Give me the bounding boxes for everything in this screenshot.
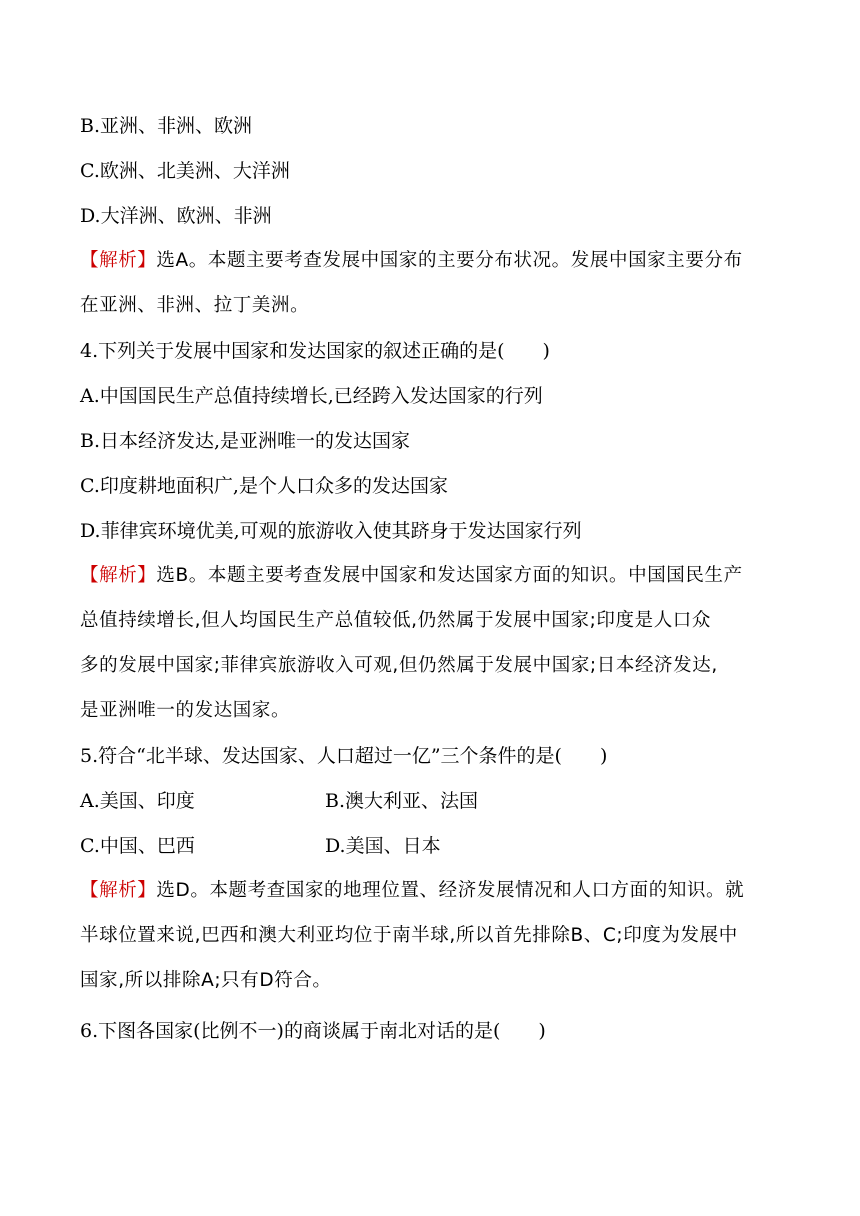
q3-option-b: B.亚洲、非洲、欧洲 <box>80 115 253 137</box>
q4-analysis-line-3: 多的发展中国家;菲律宾旅游收入可观,但仍然属于发展中国家;日本经济发达, <box>80 655 718 676</box>
q5-analysis-line-1: 【解析】选D。本题考查国家的地理位置、经济发展情况和人口方面的知识。就 <box>80 880 745 901</box>
q3-option-c: C.欧洲、北美洲、大洋洲 <box>80 160 290 182</box>
q3-analysis-line-1: 【解析】选A。本题主要考查发展中国家的主要分布状况。发展中国家主要分布 <box>80 250 743 271</box>
q5-stem: 5.符合“北半球、发达国家、人口超过一亿”三个条件的是( ) <box>80 745 608 767</box>
q5-option-c: C.中国、巴西 <box>80 835 195 857</box>
q4-option-a: A.中国国民生产总值持续增长,已经跨入发达国家的行列 <box>80 385 543 407</box>
q3-analysis-line-2: 在亚洲、非洲、拉丁美洲。 <box>80 295 310 316</box>
q4-analysis-line-1: 【解析】选B。本题主要考查发展中国家和发达国家方面的知识。中国国民生产 <box>80 565 743 586</box>
q5-analysis-line-2: 半球位置来说,巴西和澳大利亚均位于南半球,所以首先排除B、C;印度为发展中 <box>80 925 738 946</box>
q3-option-d: D.大洋洲、欧洲、非洲 <box>80 205 272 227</box>
q5-option-a: A.美国、印度 <box>80 790 195 812</box>
q4-analysis-line-2: 总值持续增长,但人均国民生产总值较低,仍然属于发展中国家;印度是人口众 <box>80 610 711 631</box>
q4-option-b: B.日本经济发达,是亚洲唯一的发达国家 <box>80 430 411 452</box>
q5-option-b: B.澳大利亚、法国 <box>325 790 479 812</box>
analysis-tag: 【解析】 <box>80 250 157 271</box>
q5-option-d: D.美国、日本 <box>325 835 441 857</box>
q5-analysis-line-3: 国家,所以排除A;只有D符合。 <box>80 970 332 991</box>
q4-stem: 4.下列关于发展中国家和发达国家的叙述正确的是( ) <box>80 340 550 362</box>
q4-option-d: D.菲律宾环境优美,可观的旅游收入使其跻身于发达国家行列 <box>80 520 582 542</box>
analysis-tag: 【解析】 <box>80 565 157 586</box>
q6-stem: 6.下图各国家(比例不一)的商谈属于南北对话的是( ) <box>80 1020 546 1042</box>
analysis-tag: 【解析】 <box>80 880 157 901</box>
q4-analysis-line-4: 是亚洲唯一的发达国家。 <box>80 700 291 721</box>
q4-option-c: C.印度耕地面积广,是个人口众多的发达国家 <box>80 475 448 497</box>
